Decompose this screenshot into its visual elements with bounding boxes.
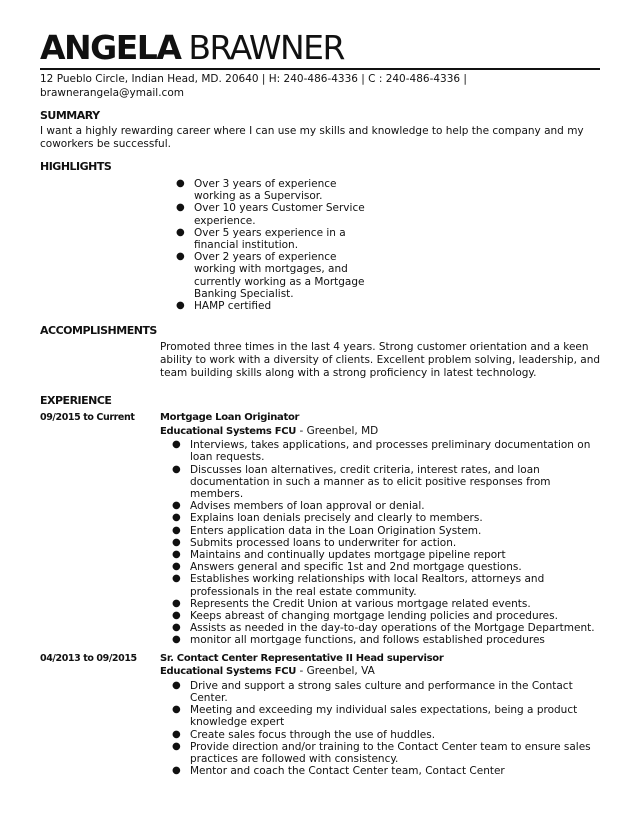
job-duties-list [170,680,600,778]
list-item: ● Assists as needed in the day-to-day operations of the Mortgage Department. [172,622,595,635]
header-rule [40,68,600,70]
bullet-icon: ● [172,679,181,691]
bullet-icon: ● [176,251,185,263]
bullet-icon: ● [172,561,181,573]
list-item: ● Drive and support a strong sales culture and performance in the Contact Center. [172,679,573,704]
bullet-icon: ● [172,512,181,524]
summary-text: I want a highly rewarding career where I can use my skills and knowledge to help the company and my coworkers be successful. [40,125,584,150]
list-item: ● Over 2 years of experience working with mortgages, and currently working as a Mortgage Banking Specialist. [176,251,365,300]
list-item: ● monitor all mortgage functions, and follows established procedures [172,634,545,647]
bullet-icon: ● [172,728,181,740]
bullet-icon: ● [176,202,185,214]
list-item: ● Provide direction and/or training to the Contact Center team to ensure sales practices are followed with consistency. [172,740,591,765]
bullet-icon: ● [172,634,181,646]
bullet-icon: ● [172,610,181,622]
bullet-icon: ● [172,704,181,716]
list-item: ● Over 5 years experience in a financial institution. [176,226,346,252]
list-item: ● Keeps abreast of changing mortgage lending policies and procedures. [172,610,558,623]
contact-line-address: 12 Pueblo Circle, Indian Head, MD. 20640 | H: 240-486-4336 | C : 240-486-4336 | [40,73,467,85]
list-item: ● Maintains and continually updates mortgage pipeline report [172,549,506,562]
list-item: ● HAMP certified [176,300,272,313]
resume-page [40,28,600,777]
bullet-icon: ● [172,740,181,752]
list-item: ● Meeting and exceeding my individual sales expectations, being a product knowledge expert [172,704,578,729]
job-company: Educational Systems FCU - Greenbel, MD [160,424,379,437]
contact-info [40,72,600,100]
bullet-icon: ● [172,549,181,561]
list-item: ● Enters application data in the Loan Origination System. [172,524,482,537]
list-item: ● Advises members of loan approval or denial. [172,500,425,513]
experience-heading: EXPERIENCE [40,394,112,408]
list-item: ● Discusses loan alternatives, credit criteria, interest rates, and loan documentation in such a manner as to elicit positive responses from members. [172,463,551,501]
bullet-icon: ● [176,300,185,312]
accomplishments-text: Promoted three times in the last 4 years. Strong customer orientation and a keen ability to work with a diversity of clients. Excellent problem solving, leadership, and team building skills along with a strong proficiency in latest technology. [160,341,601,380]
list-item: ● Answers general and specific 1st and 2nd mortgage questions. [172,561,522,574]
bullet-icon: ● [176,178,185,189]
list-item: ● Represents the Credit Union at various mortgage related events. [172,597,531,610]
job-dates: 09/2015 to Current [40,412,135,424]
bullet-icon: ● [172,536,181,548]
bullet-icon: ● [172,573,181,585]
job-company: Educational Systems FCU - Greenbel, VA [160,665,375,678]
bullet-icon: ● [172,524,181,536]
first-name: ANGELA [40,28,181,67]
last-name: BRAWNER [188,28,344,67]
list-item: ● Over 3 years of experience working as a Supervisor. [176,178,337,203]
bullet-icon: ● [172,597,181,609]
job-title: Sr. Contact Center Representative II Head supervisor [160,652,444,664]
list-item: ● Create sales focus through the use of huddles. [172,728,436,741]
job-entry [40,412,600,646]
list-item: ● Establishes working relationships with local Realtors, attorneys and professionals in the real estate community. [172,573,545,598]
list-item: ● Submits processed loans to underwriter for action. [172,536,457,549]
highlights-list [174,178,369,312]
job-duties-list [170,439,600,646]
contact-line-email: brawnerangela@ymail.com [40,87,184,99]
bullet-icon: ● [172,500,181,512]
highlights-heading: HIGHLIGHTS [40,160,112,173]
bullet-icon: ● [176,226,185,238]
bullet-icon: ● [172,463,181,475]
list-item: ● Explains loan denials precisely and clearly to members. [172,512,483,525]
job-dates: 04/2013 to 09/2015 [40,652,137,664]
candidate-name [40,28,600,68]
list-item: ● Mentor and coach the Contact Center team, Contact Center [172,765,505,778]
job-entry [40,653,600,778]
summary-heading: SUMMARY [40,109,100,122]
job-title: Mortgage Loan Originator [160,412,300,424]
accomplishments-heading: ACCOMPLISHMENTS [40,324,157,338]
list-item: ● Interviews, takes applications, and processes preliminary documentation on loan requests. [172,439,591,464]
bullet-icon: ● [172,439,181,451]
bullet-icon: ● [172,765,181,777]
bullet-icon: ● [172,622,181,634]
list-item: ● Over 10 years Customer Service experience. [176,202,365,227]
